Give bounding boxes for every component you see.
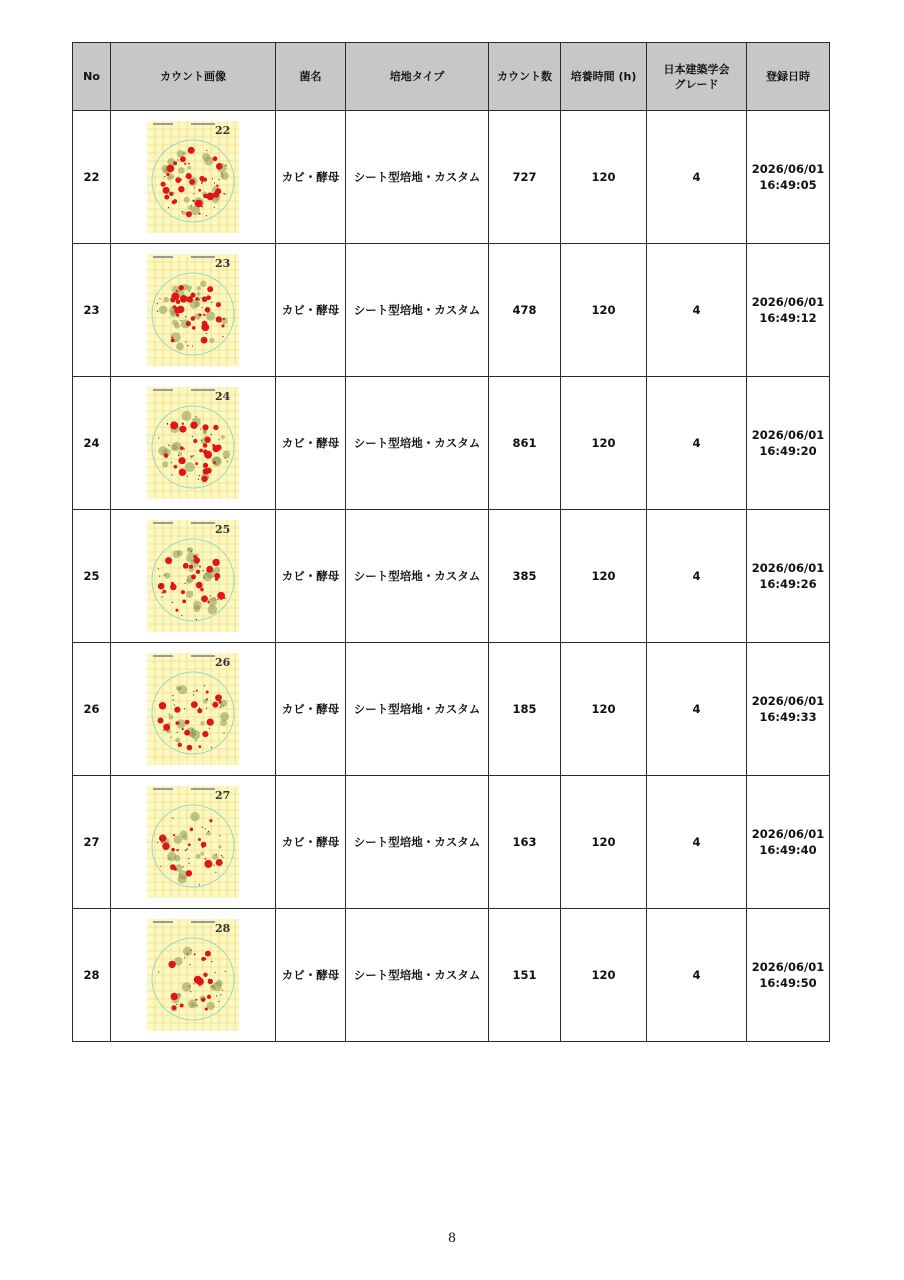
sheet-number-label: 22 <box>215 124 231 137</box>
sheet-number-label: 25 <box>215 523 231 536</box>
row-no: 22 <box>73 111 111 244</box>
colony-count: 185 <box>489 643 561 776</box>
culture-hours: 120 <box>561 510 647 643</box>
medium-type: シート型培地・カスタム <box>346 909 489 1042</box>
registered-date: 2026/06/01 <box>751 295 825 309</box>
registered-at <box>747 776 830 909</box>
header-species: 菌名 <box>276 43 346 111</box>
culture-hours: 120 <box>561 643 647 776</box>
header-count: カウント数 <box>489 43 561 111</box>
colony-count: 163 <box>489 776 561 909</box>
sheet-number-label: 27 <box>215 789 231 802</box>
header-aij-grade <box>647 43 747 111</box>
count-image-cell <box>111 643 276 776</box>
medium-type: シート型培地・カスタム <box>346 643 489 776</box>
table-row <box>73 510 830 643</box>
registered-date: 2026/06/01 <box>751 162 825 176</box>
sheet-number-label: 24 <box>215 390 231 403</box>
header-row <box>73 43 830 111</box>
table-row <box>73 776 830 909</box>
sheet-number-label: 26 <box>215 656 231 669</box>
registered-date: 2026/06/01 <box>751 428 825 442</box>
count-image-cell <box>111 510 276 643</box>
aij-grade: 4 <box>647 244 747 377</box>
colony-count: 151 <box>489 909 561 1042</box>
count-image-cell <box>111 111 276 244</box>
culture-hours: 120 <box>561 111 647 244</box>
culture-sheet-image <box>147 387 239 499</box>
culture-sheet-image <box>147 254 239 366</box>
species-name: カビ・酵母 <box>276 643 346 776</box>
registered-time: 16:49:33 <box>759 710 817 724</box>
header-aij-grade-line1: 日本建築学会 <box>663 62 730 76</box>
aij-grade: 4 <box>647 111 747 244</box>
culture-hours: 120 <box>561 377 647 510</box>
medium-type: シート型培地・カスタム <box>346 510 489 643</box>
aij-grade: 4 <box>647 510 747 643</box>
aij-grade: 4 <box>647 643 747 776</box>
culture-hours: 120 <box>561 244 647 377</box>
registered-time: 16:49:05 <box>759 178 817 192</box>
row-no: 24 <box>73 377 111 510</box>
row-no: 25 <box>73 510 111 643</box>
row-no: 27 <box>73 776 111 909</box>
registered-at <box>747 244 830 377</box>
species-name: カビ・酵母 <box>276 510 346 643</box>
colony-count: 861 <box>489 377 561 510</box>
colony-count: 727 <box>489 111 561 244</box>
header-aij-grade-line2: グレード <box>674 77 719 91</box>
registered-at <box>747 643 830 776</box>
species-name: カビ・酵母 <box>276 244 346 377</box>
culture-sheet-image <box>147 121 239 233</box>
registered-time: 16:49:26 <box>759 577 817 591</box>
culture-hours: 120 <box>561 776 647 909</box>
row-no: 28 <box>73 909 111 1042</box>
medium-type: シート型培地・カスタム <box>346 776 489 909</box>
table-row <box>73 244 830 377</box>
registered-time: 16:49:50 <box>759 976 817 990</box>
registered-time: 16:49:20 <box>759 444 817 458</box>
header-registered-at: 登録日時 <box>747 43 830 111</box>
registered-at <box>747 377 830 510</box>
culture-sheet-image <box>147 919 239 1031</box>
sheet-number-label: 23 <box>215 257 231 270</box>
registered-at <box>747 510 830 643</box>
registered-date: 2026/06/01 <box>751 561 825 575</box>
culture-hours: 120 <box>561 909 647 1042</box>
colony-count: 478 <box>489 244 561 377</box>
header-medium-type: 培地タイプ <box>346 43 489 111</box>
header-culture-hours: 培養時間 (h) <box>561 43 647 111</box>
table-row <box>73 377 830 510</box>
header-no: No <box>73 43 111 111</box>
aij-grade: 4 <box>647 377 747 510</box>
table-row <box>73 111 830 244</box>
medium-type: シート型培地・カスタム <box>346 377 489 510</box>
medium-type: シート型培地・カスタム <box>346 244 489 377</box>
registered-time: 16:49:12 <box>759 311 817 325</box>
registered-date: 2026/06/01 <box>751 960 825 974</box>
registered-date: 2026/06/01 <box>751 827 825 841</box>
registered-date: 2026/06/01 <box>751 694 825 708</box>
colony-count: 385 <box>489 510 561 643</box>
medium-type: シート型培地・カスタム <box>346 111 489 244</box>
table-row <box>73 643 830 776</box>
registered-at <box>747 111 830 244</box>
count-report-table <box>72 42 830 1042</box>
count-image-cell <box>111 377 276 510</box>
sheet-number-label: 28 <box>215 922 231 935</box>
count-image-cell <box>111 244 276 377</box>
header-count-image: カウント画像 <box>111 43 276 111</box>
species-name: カビ・酵母 <box>276 111 346 244</box>
row-no: 23 <box>73 244 111 377</box>
culture-sheet-image <box>147 520 239 632</box>
page-number: 8 <box>448 1230 456 1246</box>
aij-grade: 4 <box>647 776 747 909</box>
culture-sheet-image <box>147 653 239 765</box>
registered-at <box>747 909 830 1042</box>
species-name: カビ・酵母 <box>276 776 346 909</box>
row-no: 26 <box>73 643 111 776</box>
culture-sheet-image <box>147 786 239 898</box>
aij-grade: 4 <box>647 909 747 1042</box>
registered-time: 16:49:40 <box>759 843 817 857</box>
count-image-cell <box>111 776 276 909</box>
species-name: カビ・酵母 <box>276 909 346 1042</box>
table-row <box>73 909 830 1042</box>
species-name: カビ・酵母 <box>276 377 346 510</box>
count-image-cell <box>111 909 276 1042</box>
